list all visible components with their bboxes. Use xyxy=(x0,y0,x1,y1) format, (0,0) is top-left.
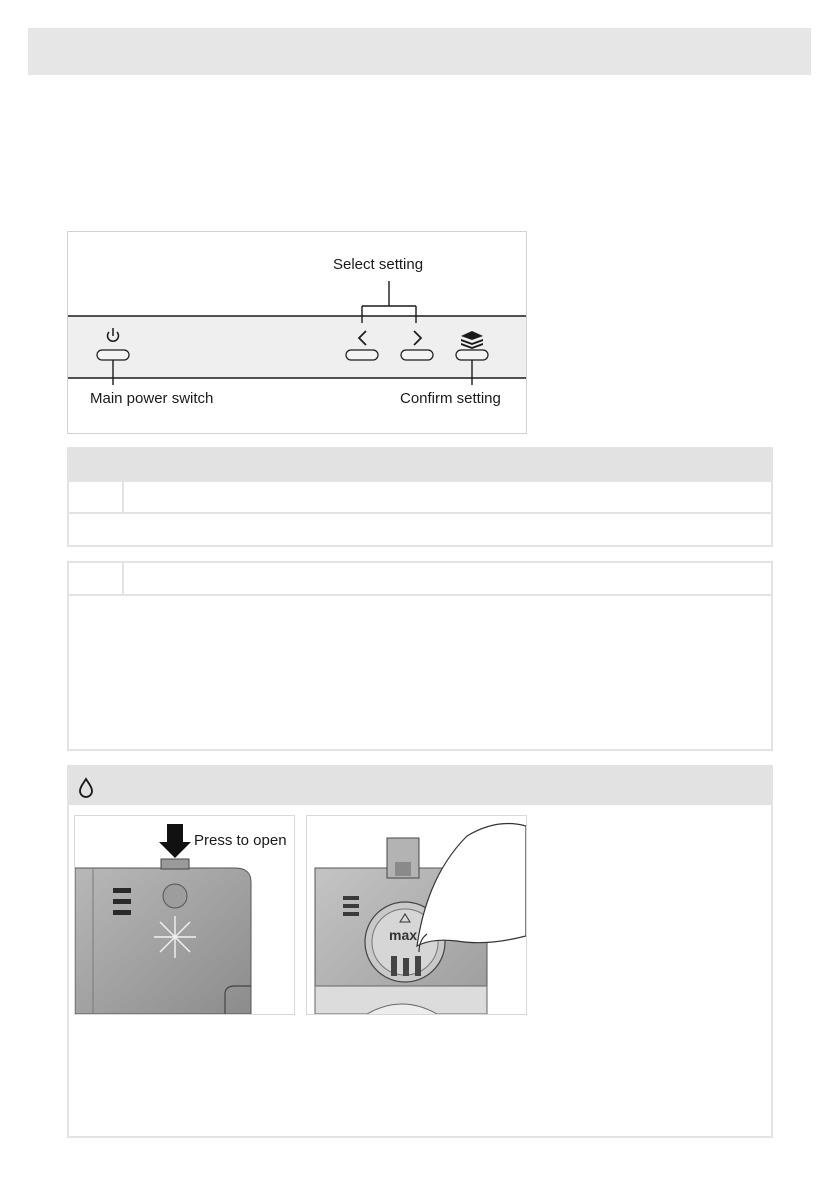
max-label: max xyxy=(389,927,418,943)
control-panel-figure xyxy=(67,231,527,434)
panel-band xyxy=(68,316,526,378)
select-right-button[interactable] xyxy=(401,350,433,360)
rinse-aid-header xyxy=(69,767,771,805)
dispenser-closed-illustration xyxy=(74,815,295,1015)
dispenser-fill-illustration xyxy=(306,815,527,1015)
table-1-header xyxy=(69,449,771,482)
info-table-2 xyxy=(67,561,773,751)
confirm-setting-label: Confirm setting xyxy=(400,390,501,407)
confirm-setting-button[interactable] xyxy=(456,350,488,360)
drop-icon xyxy=(76,777,96,799)
table-1-row xyxy=(69,482,771,514)
info-table-1 xyxy=(67,447,773,547)
select-setting-label: Select setting xyxy=(333,256,424,273)
control-panel-drawing xyxy=(68,232,526,433)
press-arrow-icon xyxy=(159,824,191,858)
main-power-button[interactable] xyxy=(97,350,129,360)
select-left-button[interactable] xyxy=(346,350,378,360)
main-power-switch-label: Main power switch xyxy=(90,390,214,407)
dispenser-fill-drawing xyxy=(307,816,526,1014)
table-2-row xyxy=(69,563,771,596)
press-to-open-label: Press to open xyxy=(194,832,287,849)
page-header-bar xyxy=(28,28,811,75)
sparkle-icon xyxy=(154,916,196,958)
